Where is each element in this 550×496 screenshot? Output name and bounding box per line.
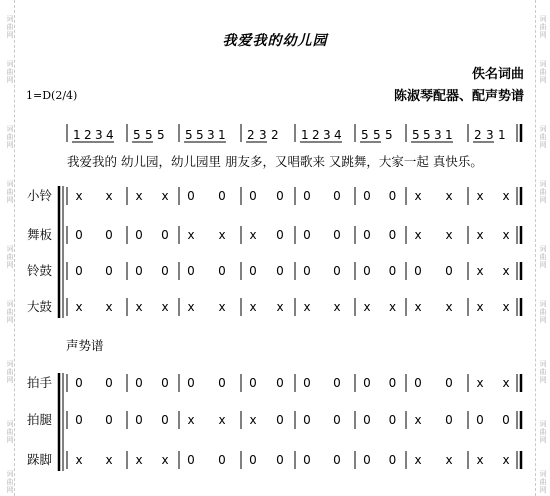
- hit-symbol: x: [75, 453, 83, 467]
- watermark-glyph: 曲: [539, 428, 547, 436]
- watermark-glyph: 曲: [539, 368, 547, 376]
- rest-symbol: 0: [333, 264, 341, 278]
- rest-symbol: 0: [445, 376, 453, 390]
- hit-symbol: x: [476, 376, 484, 390]
- watermark-glyph: 网: [539, 436, 547, 444]
- melody-note: 5: [373, 128, 381, 142]
- row-label: 小铃: [27, 188, 53, 203]
- rest-symbol: 0: [502, 413, 510, 427]
- hit-symbol: x: [414, 300, 422, 314]
- melody-note: 5: [185, 128, 193, 142]
- melody-note: 3: [434, 128, 442, 142]
- rest-symbol: 0: [161, 413, 169, 427]
- melody-note: 4: [334, 128, 342, 142]
- rest-symbol: 0: [105, 264, 113, 278]
- rest-symbol: 0: [135, 228, 143, 242]
- hit-symbol: x: [414, 413, 422, 427]
- rest-symbol: 0: [161, 264, 169, 278]
- hit-symbol: x: [218, 413, 226, 427]
- rest-symbol: 0: [249, 189, 257, 203]
- rest-symbol: 0: [445, 264, 453, 278]
- hit-symbol: x: [187, 413, 195, 427]
- melody-note: 2: [84, 128, 92, 142]
- watermark-glyph: 曲: [539, 68, 547, 76]
- watermark-glyph: 网: [6, 436, 14, 444]
- watermark-glyph: 网: [6, 141, 14, 149]
- melody-note: 1: [218, 128, 226, 142]
- watermark-glyph: 网: [6, 486, 14, 494]
- watermark-glyph: 词: [6, 15, 14, 23]
- watermark-glyph: 曲: [6, 133, 14, 141]
- hit-symbol: x: [333, 300, 341, 314]
- rest-symbol: 0: [135, 264, 143, 278]
- row-label: 舞板: [27, 227, 53, 242]
- hit-symbol: x: [135, 300, 143, 314]
- watermark-glyph: 网: [539, 486, 547, 494]
- rest-symbol: 0: [218, 264, 226, 278]
- hit-symbol: x: [445, 300, 453, 314]
- watermark-glyph: 词: [539, 300, 547, 308]
- rest-symbol: 0: [276, 189, 284, 203]
- row-label: 铃鼓: [27, 263, 53, 278]
- melody-note: 3: [207, 128, 215, 142]
- rest-symbol: 0: [249, 453, 257, 467]
- watermark-glyph: 网: [539, 316, 547, 324]
- watermark-glyph: 网: [6, 261, 14, 269]
- row-label: 大鼓: [27, 299, 53, 314]
- melody-note: 1: [301, 128, 309, 142]
- hit-symbol: x: [476, 300, 484, 314]
- watermark-glyph: 词: [6, 470, 14, 478]
- rest-symbol: 0: [333, 189, 341, 203]
- hit-symbol: x: [414, 228, 422, 242]
- hit-symbol: x: [187, 228, 195, 242]
- melody-note: 2: [312, 128, 320, 142]
- melody-note: 1: [445, 128, 453, 142]
- hit-symbol: x: [502, 453, 510, 467]
- arranger-credit: 陈淑琴配器、配声势谱: [393, 89, 524, 104]
- rest-symbol: 0: [187, 189, 195, 203]
- rest-symbol: 0: [303, 189, 311, 203]
- melody-note: 5: [157, 128, 165, 142]
- rest-symbol: 0: [276, 413, 284, 427]
- melody-note: 3: [323, 128, 331, 142]
- watermark-glyph: 曲: [6, 428, 14, 436]
- rest-symbol: 0: [218, 453, 226, 467]
- watermark-glyph: 词: [539, 15, 547, 23]
- rest-symbol: 0: [363, 413, 371, 427]
- rest-symbol: 0: [388, 413, 397, 427]
- rest-symbol: 0: [333, 413, 341, 427]
- watermark-glyph: 曲: [6, 188, 14, 196]
- rest-symbol: 0: [187, 264, 195, 278]
- watermark-glyph: 词: [6, 245, 14, 253]
- watermark-glyph: 曲: [6, 308, 14, 316]
- watermark-glyph: 网: [539, 141, 547, 149]
- rest-symbol: 0: [105, 376, 113, 390]
- row-label: 拍腿: [27, 412, 53, 427]
- watermark-glyph: 曲: [6, 253, 14, 261]
- rest-symbol: 0: [333, 228, 341, 242]
- watermark-glyph: 词: [539, 360, 547, 368]
- rest-symbol: 0: [135, 376, 143, 390]
- melody-note: 5: [133, 128, 141, 142]
- rest-symbol: 0: [476, 413, 484, 427]
- hit-symbol: x: [161, 453, 169, 467]
- melody-note: 2: [474, 128, 482, 142]
- hit-symbol: x: [276, 300, 284, 314]
- watermark-glyph: 曲: [6, 68, 14, 76]
- rest-symbol: 0: [276, 264, 284, 278]
- rest-symbol: 0: [388, 189, 397, 203]
- rest-symbol: 0: [218, 376, 226, 390]
- rest-symbol: 0: [363, 264, 371, 278]
- rest-symbol: 0: [363, 189, 371, 203]
- hit-symbol: x: [303, 300, 311, 314]
- watermark-glyph: 网: [539, 196, 547, 204]
- lyrics-line: 我爱我的 幼儿园，幼儿园里 朋友多，又唱歌来 又跳舞，大家一起 真快乐。: [67, 154, 483, 169]
- hit-symbol: x: [476, 264, 484, 278]
- melody-note: 5: [361, 128, 369, 142]
- hit-symbol: x: [502, 300, 510, 314]
- watermark-glyph: 词: [539, 180, 547, 188]
- hit-symbol: x: [75, 189, 83, 203]
- hit-symbol: x: [502, 264, 510, 278]
- watermark-glyph: 词: [6, 125, 14, 133]
- rest-symbol: 0: [276, 228, 284, 242]
- hit-symbol: x: [445, 453, 453, 467]
- rest-symbol: 0: [388, 453, 397, 467]
- melody-note: 5: [145, 128, 153, 142]
- rest-symbol: 0: [75, 413, 83, 427]
- hit-symbol: x: [445, 228, 453, 242]
- rest-symbol: 0: [333, 453, 341, 467]
- watermark-glyph: 词: [6, 360, 14, 368]
- watermark-glyph: 网: [539, 31, 547, 39]
- watermark-glyph: 曲: [6, 23, 14, 31]
- hit-symbol: x: [218, 228, 226, 242]
- watermark-glyph: 词: [539, 470, 547, 478]
- rest-symbol: 0: [333, 376, 341, 390]
- rest-symbol: 0: [161, 376, 169, 390]
- watermark-glyph: 词: [6, 300, 14, 308]
- rest-symbol: 0: [276, 376, 284, 390]
- watermark-glyph: 词: [6, 420, 14, 428]
- melody-note: 3: [486, 128, 494, 142]
- watermark-glyph: 曲: [6, 478, 14, 486]
- watermark-glyph: 网: [6, 196, 14, 204]
- watermark-glyph: 词: [539, 60, 547, 68]
- watermark-glyph: 曲: [6, 368, 14, 376]
- hit-symbol: x: [414, 453, 422, 467]
- hit-symbol: x: [502, 376, 510, 390]
- hit-symbol: x: [502, 189, 510, 203]
- rest-symbol: 0: [105, 228, 113, 242]
- watermark-glyph: 网: [539, 76, 547, 84]
- watermark-glyph: 词: [539, 125, 547, 133]
- rest-symbol: 0: [75, 264, 83, 278]
- watermark-glyph: 曲: [539, 23, 547, 31]
- watermark-glyph: 网: [6, 316, 14, 324]
- lyricist-credit: 佚名词曲: [471, 67, 524, 82]
- body-percussion-label: 声势谱: [66, 338, 104, 353]
- watermark-glyph: 网: [539, 376, 547, 384]
- hit-symbol: x: [105, 453, 113, 467]
- rest-symbol: 0: [445, 413, 453, 427]
- melody-note: 5: [385, 128, 393, 142]
- row-label: 拍手: [27, 375, 53, 390]
- rest-symbol: 0: [249, 264, 257, 278]
- rest-symbol: 0: [363, 228, 371, 242]
- watermark-glyph: 网: [539, 261, 547, 269]
- melody-note: 5: [412, 128, 420, 142]
- rest-symbol: 0: [414, 376, 422, 390]
- rest-symbol: 0: [388, 264, 397, 278]
- rest-symbol: 0: [249, 376, 257, 390]
- rest-symbol: 0: [363, 376, 371, 390]
- melody-note: 4: [106, 128, 114, 142]
- hit-symbol: x: [135, 189, 143, 203]
- rest-symbol: 0: [303, 413, 311, 427]
- hit-symbol: x: [476, 453, 484, 467]
- hit-symbol: x: [414, 189, 422, 203]
- rest-symbol: 0: [105, 413, 113, 427]
- hit-symbol: x: [135, 453, 143, 467]
- watermark-glyph: 词: [539, 420, 547, 428]
- melody-note: 5: [423, 128, 431, 142]
- melody-note: 2: [247, 128, 255, 142]
- rest-symbol: 0: [75, 228, 83, 242]
- rest-symbol: 0: [303, 264, 311, 278]
- hit-symbol: x: [105, 300, 113, 314]
- hit-symbol: x: [445, 189, 453, 203]
- rest-symbol: 0: [135, 413, 143, 427]
- key-signature: 1=D(2/4): [26, 89, 78, 102]
- hit-symbol: x: [187, 300, 195, 314]
- hit-symbol: x: [249, 300, 257, 314]
- melody-note: 5: [196, 128, 204, 142]
- watermark-glyph: 曲: [539, 478, 547, 486]
- hit-symbol: x: [249, 228, 257, 242]
- melody-note: 2: [271, 128, 279, 142]
- rest-symbol: 0: [388, 376, 397, 390]
- row-label: 跺脚: [27, 452, 53, 467]
- rest-symbol: 0: [187, 376, 195, 390]
- rest-symbol: 0: [187, 453, 195, 467]
- hit-symbol: x: [476, 228, 484, 242]
- hit-symbol: x: [476, 189, 484, 203]
- rest-symbol: 0: [363, 453, 371, 467]
- rest-symbol: 0: [303, 376, 311, 390]
- rest-symbol: 0: [414, 264, 422, 278]
- rest-symbol: 0: [303, 453, 311, 467]
- watermark-glyph: 词: [6, 60, 14, 68]
- watermark-glyph: 网: [6, 76, 14, 84]
- watermark-glyph: 词: [6, 180, 14, 188]
- rest-symbol: 0: [161, 228, 169, 242]
- hit-symbol: x: [363, 300, 371, 314]
- hit-symbol: x: [388, 300, 397, 314]
- melody-note: 3: [259, 128, 267, 142]
- watermark-glyph: 词: [539, 245, 547, 253]
- watermark-glyph: 曲: [539, 253, 547, 261]
- melody-note: 1: [73, 128, 81, 142]
- rest-symbol: 0: [75, 376, 83, 390]
- melody-note: 1: [498, 128, 506, 142]
- watermark-glyph: 曲: [539, 133, 547, 141]
- rest-symbol: 0: [276, 453, 284, 467]
- rest-symbol: 0: [303, 228, 311, 242]
- hit-symbol: x: [249, 413, 257, 427]
- melody-note: 3: [95, 128, 103, 142]
- hit-symbol: x: [161, 189, 169, 203]
- score-title: 我爱我的幼儿园: [222, 33, 328, 49]
- watermark-glyph: 曲: [539, 188, 547, 196]
- rest-symbol: 0: [218, 189, 226, 203]
- watermark-glyph: 曲: [539, 308, 547, 316]
- watermark-glyph: 网: [6, 31, 14, 39]
- hit-symbol: x: [502, 228, 510, 242]
- hit-symbol: x: [218, 300, 226, 314]
- hit-symbol: x: [161, 300, 169, 314]
- hit-symbol: x: [75, 300, 83, 314]
- rest-symbol: 0: [388, 228, 397, 242]
- watermark-glyph: 网: [6, 376, 14, 384]
- hit-symbol: x: [105, 189, 113, 203]
